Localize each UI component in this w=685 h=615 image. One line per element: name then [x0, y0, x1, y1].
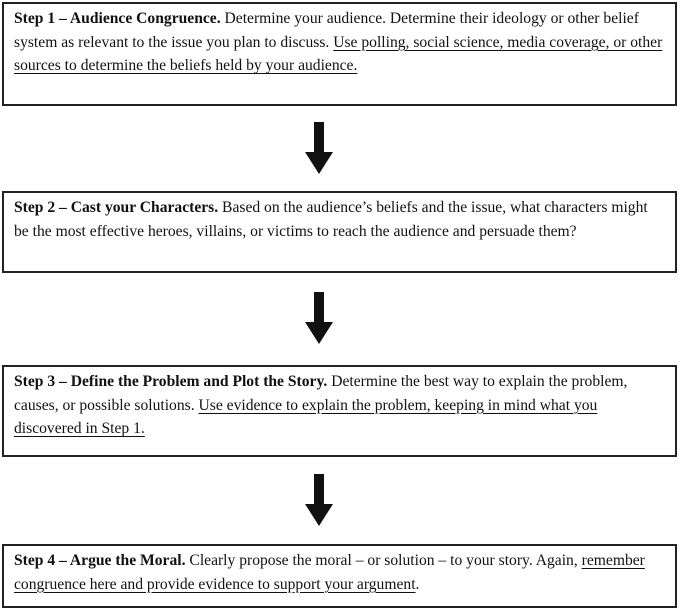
step-4-text: Clearly propose the moral – or solution – to your story. Again, [185, 552, 582, 569]
down-arrow-icon [304, 292, 334, 344]
step-4-trailing-text: . [415, 575, 420, 593]
down-arrow-icon [304, 122, 334, 174]
step-2-text: Based on the audience’s beliefs and the issue, what characters might be the most effective heroes, villains, or victims to reach the audience and persuade them? [14, 199, 648, 240]
step-2-title: Step 2 – Cast your Characters. [14, 199, 219, 216]
step-3-box [2, 365, 677, 457]
step-4-underlined-text: remember congruence here and provide evidence to support your argument [14, 552, 645, 593]
step-4-title: Step 4 – Argue the Moral. [14, 552, 186, 569]
step-1-title: Step 1 – Audience Congruence. [14, 10, 221, 27]
step-3-title: Step 3 – Define the Problem and Plot the Story. [14, 373, 328, 390]
step-4-box [2, 544, 677, 608]
step-1-underlined-text: Use polling, social science, media coverage, or other sources to determine the beliefs held by your audience. [14, 33, 663, 74]
step-2-box [2, 191, 677, 273]
step-3-text: Determine the best way to explain the problem, causes, or possible solutions. [14, 373, 628, 414]
step-3-underlined-text: Use evidence to explain the problem, keeping in mind what you discovered in Step 1. [14, 396, 598, 437]
down-arrow-icon [304, 474, 334, 526]
step-1-text: Determine your audience. Determine their ideology or other belief system as relevant to the issue you plan to discuss. [14, 10, 639, 51]
step-1-box [2, 2, 677, 106]
